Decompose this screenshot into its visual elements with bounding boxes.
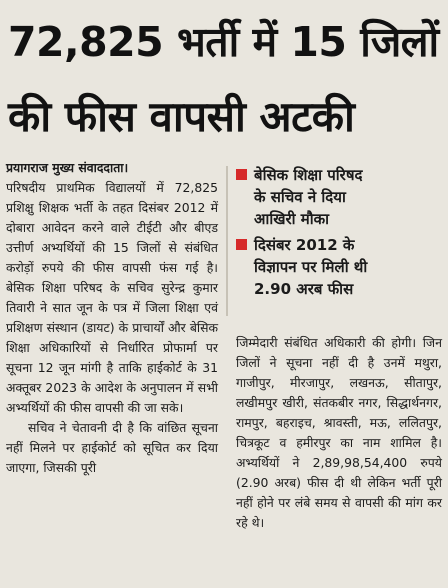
article-column-right [236,333,442,533]
highlight-line: बेसिक शिक्षा परिषद [254,166,363,184]
red-square-bullet-icon [236,239,247,250]
highlight-line: दिसंबर 2012 के [254,236,355,254]
byline: प्रयागराज मुख्य संवाददाता। [6,160,129,175]
highlight-line: विज्ञापन पर मिली थी [254,258,368,276]
highlight-line: आखिरी मौका [254,210,329,228]
article-column-left [6,158,218,478]
red-square-bullet-icon [236,169,247,180]
headline-line-2: की फीस वापसी अटकी [8,92,355,141]
highlight-line: 2.90 अरब फीस [254,280,354,298]
column-divider [226,166,228,316]
article-paragraph-1 [6,158,218,418]
article-paragraph-1-text: परिषदीय प्राथमिक विद्यालयों में 72,825 प्रशिक्षु शिक्षक भर्ती के तहत दिसंबर 2012 में दोबारा आवेदन करने वाले टीईटी और बीएड उत्तीर्ण अभ्यर्थियों की 15 जिलों से संबंधित करोड़ों रुपये की फीस वापसी फंस गई है। बेसिक शिक्षा परिषद के सचिव सुरेन्द्र कुमार तिवारी ने सात जून के पत्र में जिला शिक्षा एवं प्रशिक्षण संस्थान (डायट) के प्राचार्यों और बेसिक शिक्षा अधिकारियों से निर्धारित प्रोफार्मा पर सूचना 12 जून मांगी है ताकि हाईकोर्ट के 31 अक्तूबर 2023 के आदेश के अनुपालन में सभी अभ्यर्थियों की फीस वापसी की जा सके। [6,180,218,415]
highlight-item [236,164,442,230]
article-paragraph-2: सचिव ने चेतावनी दी है कि वांछित सूचना नहीं मिलने पर हाईकोर्ट को सूचित कर दिया जाएगा, जिसकी पूरी [6,420,218,475]
highlight-box [236,164,442,304]
headline-line-1: 72,825 भर्ती में 15 जिलों [8,18,439,66]
article-paragraph-3: जिम्मेदारी संबंधित अधिकारी की होगी। जिन जिलों ने सूचना नहीं दी है उनमें मथुरा, गाजीपुर, मीरजापुर, लखनऊ, सीतापुर, लखीमपुर खीरी, संतकबीर नगर, सिद्धार्थनगर, रामपुर, बहराइच, श्रावस्ती, मऊ, ललितपुर, चित्रकूट व हमीरपुर का नाम शामिल है। अभ्यर्थियों ने 2,89,98,54,400 रुपये (2.90 अरब) फीस दी थी लेकिन भर्ती पूरी नहीं होने पर लंबे समय से वापसी की मांग कर रहे थे। [236,335,442,530]
highlight-line: के सचिव ने दिया [254,188,346,206]
highlight-item [236,234,442,300]
